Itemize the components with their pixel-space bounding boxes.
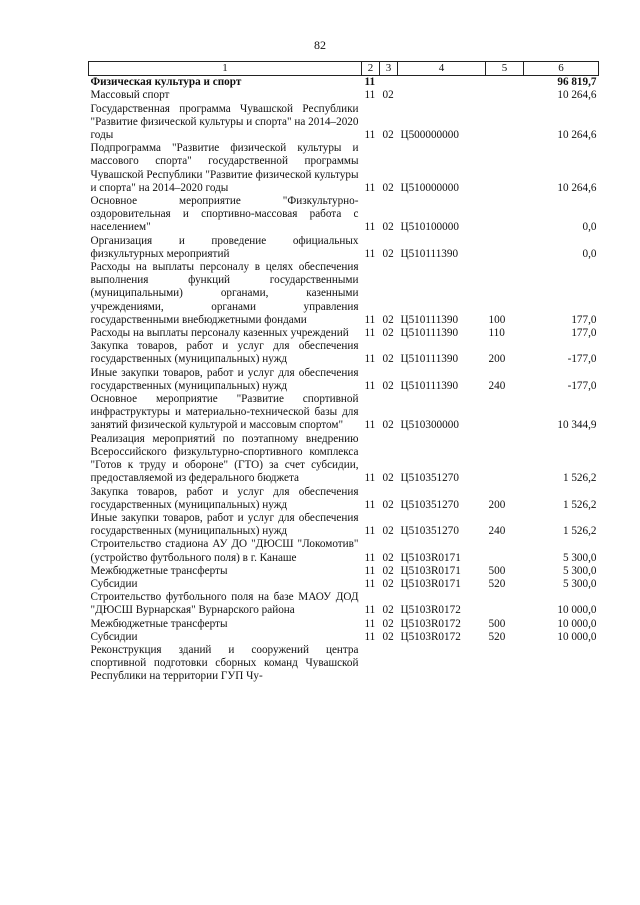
row-amount-cell: -177,0 (567, 379, 597, 392)
row-amount-cell: 0,0 (582, 247, 597, 260)
table-row (89, 565, 599, 578)
table-row (89, 367, 599, 393)
row-subsection-cell: 02 (382, 129, 394, 142)
row-amount-cell: 1 526,2 (562, 498, 597, 511)
row-expense-type-cell: 500 (488, 617, 506, 630)
column-header: 4 (398, 62, 486, 76)
row-expense-type-cell (486, 195, 524, 235)
row-target-article-cell: Ц510111390 (400, 353, 459, 366)
row-target-article-cell: Ц510100000 (400, 221, 459, 234)
row-target-article-cell (398, 89, 486, 102)
table-row (89, 142, 599, 195)
row-amount-cell: 5 300,0 (562, 564, 597, 577)
row-expense-type-cell (486, 89, 524, 102)
table-row (89, 433, 599, 486)
row-name-cell: Физическая культура и спорт (89, 76, 362, 90)
row-section-cell: 11 (364, 221, 376, 234)
row-name-cell: Строительство стадиона АУ ДО "ДЮСШ "Локомотив" (устройство футбольного поля) в г. Канаше (90, 538, 359, 564)
row-name-cell: Реконструкция зданий и сооружений центра спортивной подготовки сборных команд Чувашской Республики на территории ГУП Чу- (90, 643, 359, 683)
row-name-cell: Основное мероприятие "Развитие спортивной инфраструктуры и материально-технической базы для занятий физической культурой и массовым спортом" (90, 393, 359, 432)
table-row (89, 578, 599, 591)
table-row (89, 327, 599, 340)
table-row (89, 512, 599, 538)
table-row (89, 486, 599, 512)
column-header: 1 (89, 62, 362, 76)
row-expense-type-cell: 520 (488, 630, 506, 643)
row-amount-cell: 10 264,6 (557, 89, 597, 102)
row-amount-cell: 0,0 (582, 221, 597, 234)
row-subsection-cell: 02 (382, 181, 394, 194)
row-name-cell: Иные закупки товаров, работ и услуг для обеспечения государственных (муниципальных) нужд (90, 366, 359, 392)
row-subsection-cell: 02 (382, 472, 394, 485)
row-expense-type-cell: 200 (488, 353, 506, 366)
row-subsection-cell: 02 (382, 577, 394, 590)
row-name-cell: Строительство футбольного поля на базе МАОУ ДОД "ДЮСШ Вурнарская" Вурнарского района (90, 591, 359, 617)
table-body (89, 76, 599, 684)
row-amount-cell: 10 000,0 (557, 604, 597, 617)
table-row (89, 103, 599, 143)
row-subsection-cell: 02 (382, 221, 394, 234)
row-name-cell: Основное мероприятие "Физкультурно-оздоровительная и спортивно-массовая работа с населением" (90, 195, 359, 234)
row-amount-cell (524, 644, 599, 684)
row-section-cell: 11 (364, 472, 376, 485)
row-section-cell: 11 (364, 419, 376, 432)
row-name-cell: Субсидии (90, 630, 138, 643)
row-subsection-cell (380, 644, 398, 684)
row-name-cell: Расходы на выплаты персоналу казенных учреждений (90, 327, 349, 340)
column-header: 2 (362, 62, 380, 76)
budget-table (88, 61, 599, 684)
row-target-article-cell: Ц510111390 (400, 247, 459, 260)
row-target-article-cell: Ц5103R0172 (400, 604, 461, 617)
row-section-cell: 11 (364, 89, 376, 102)
row-section-cell: 11 (364, 313, 376, 326)
table-row (89, 538, 599, 564)
table-row (89, 195, 599, 235)
row-name-cell: Государственная программа Чувашской Республики "Развитие физической культуры и спорта" на 2014–2020 годы (90, 102, 359, 142)
row-subsection-cell: 02 (382, 525, 394, 538)
row-target-article-cell (398, 644, 486, 684)
row-amount-cell: 10 000,0 (557, 630, 597, 643)
row-subsection-cell: 02 (382, 353, 394, 366)
row-name-cell: Закупка товаров, работ и услуг для обеспечения государственных (муниципальных) нужд (90, 485, 359, 511)
row-amount-cell: 96 819,7 (524, 76, 599, 90)
table-row (89, 261, 599, 327)
row-subsection-cell: 02 (382, 551, 394, 564)
row-amount-cell: 10 344,9 (557, 419, 597, 432)
row-section-cell: 11 (364, 617, 376, 630)
row-target-article-cell: Ц510111390 (400, 379, 459, 392)
row-section-cell: 11 (364, 604, 376, 617)
row-expense-type-cell (486, 591, 524, 617)
row-target-article-cell: Ц510300000 (400, 419, 459, 432)
row-section-cell: 11 (364, 525, 376, 538)
table-row (89, 340, 599, 366)
row-expense-type-cell (486, 103, 524, 143)
row-amount-cell: 5 300,0 (562, 551, 597, 564)
row-subsection-cell: 02 (382, 630, 394, 643)
row-expense-type-cell: 240 (488, 525, 506, 538)
row-target-article-cell: Ц510111390 (400, 313, 459, 326)
row-target-article-cell: Ц5103R0172 (400, 630, 461, 643)
row-amount-cell: 1 526,2 (562, 525, 597, 538)
table-row (89, 631, 599, 644)
row-section-cell: 11 (364, 247, 376, 260)
row-name-cell: Организация и проведение официальных физкультурных мероприятий (90, 234, 359, 260)
row-amount-cell: 10 264,6 (557, 129, 597, 142)
row-expense-type-cell (486, 433, 524, 486)
row-expense-type-cell (486, 76, 524, 90)
row-target-article-cell: Ц5103R0172 (400, 617, 461, 630)
row-subsection-cell: 02 (382, 498, 394, 511)
row-section-cell: 11 (364, 379, 376, 392)
row-target-article-cell: Ц510111390 (400, 327, 459, 340)
row-section-cell: 11 (364, 564, 376, 577)
row-name-cell: Межбюджетные трансферты (90, 617, 228, 630)
row-expense-type-cell (486, 538, 524, 564)
row-subsection-cell: 02 (382, 89, 394, 102)
row-name-cell: Иные закупки товаров, работ и услуг для обеспечения государственных (муниципальных) нужд (90, 511, 359, 538)
row-subsection-cell: 02 (382, 327, 394, 340)
row-expense-type-cell (486, 644, 524, 684)
table-row (89, 393, 599, 433)
row-name-cell: Реализация мероприятий по поэтапному внедрению Всероссийского физкультурно-спортивного комплекса "Готов к труду и обороне" (ГТО) за счет субсидии, предоставляемой из федерального бюджета (90, 432, 359, 485)
column-header: 6 (524, 62, 599, 76)
row-subsection-cell: 02 (382, 313, 394, 326)
table-row (89, 235, 599, 261)
row-name-cell: Субсидии (90, 577, 138, 590)
row-expense-type-cell: 200 (488, 498, 506, 511)
row-target-article-cell: Ц500000000 (400, 129, 459, 142)
row-name-cell: Межбюджетные трансферты (90, 564, 228, 577)
row-section-cell: 11 (364, 630, 376, 643)
row-target-article-cell: Ц510351270 (400, 472, 459, 485)
row-target-article-cell (398, 76, 486, 90)
row-name-cell: Массовый спорт (90, 89, 170, 102)
row-target-article-cell: Ц5103R0171 (400, 577, 461, 590)
row-target-article-cell: Ц510351270 (400, 498, 459, 511)
row-amount-cell: -177,0 (567, 353, 597, 366)
row-target-article-cell: Ц5103R0171 (400, 564, 461, 577)
row-name-cell: Подпрограмма "Развитие физической культуры и массового спорта" государственной программы Чувашской Республики "Развитие физической культуры и спорта" на 2014–2020 годы (90, 142, 359, 194)
row-expense-type-cell: 520 (488, 577, 506, 590)
row-name-cell: Закупка товаров, работ и услуг для обеспечения государственных (муниципальных) нужд (90, 340, 359, 366)
row-subsection-cell: 02 (382, 379, 394, 392)
row-amount-cell: 10 264,6 (557, 181, 597, 194)
row-subsection-cell: 02 (382, 247, 394, 260)
row-subsection-cell: 02 (382, 419, 394, 432)
row-expense-type-cell (486, 235, 524, 261)
row-amount-cell: 177,0 (571, 313, 597, 326)
row-expense-type-cell: 240 (488, 379, 506, 392)
table-row (89, 618, 599, 631)
row-expense-type-cell (486, 142, 524, 195)
row-amount-cell: 5 300,0 (562, 577, 597, 590)
row-name-cell: Расходы на выплаты персоналу в целях обеспечения выполнения функций государственными (муниципальными) органами, казенными учреждениями, органами управления государственными внебюджетными фондами (90, 261, 359, 326)
column-header: 3 (380, 62, 398, 76)
row-section-cell: 11 (364, 129, 376, 142)
row-section-cell: 11 (362, 76, 380, 90)
row-target-article-cell: Ц5103R0171 (400, 551, 461, 564)
row-amount-cell: 1 526,2 (562, 472, 597, 485)
row-section-cell: 11 (364, 551, 376, 564)
row-subsection-cell: 02 (382, 604, 394, 617)
row-expense-type-cell: 500 (488, 564, 506, 577)
row-amount-cell: 177,0 (571, 327, 597, 340)
table-row (89, 644, 599, 684)
column-header: 5 (486, 62, 524, 76)
row-section-cell (362, 644, 380, 684)
table-row (89, 591, 599, 617)
row-expense-type-cell: 100 (488, 313, 506, 326)
row-expense-type-cell: 110 (488, 327, 505, 340)
row-subsection-cell: 02 (382, 617, 394, 630)
table-header-row (89, 62, 599, 76)
row-section-cell: 11 (364, 353, 376, 366)
row-expense-type-cell (486, 393, 524, 433)
row-target-article-cell: Ц510351270 (400, 525, 459, 538)
row-section-cell: 11 (364, 498, 376, 511)
page-number: 82 (314, 38, 326, 52)
row-subsection-cell (380, 76, 398, 90)
row-section-cell: 11 (364, 181, 376, 194)
row-section-cell: 11 (364, 327, 376, 340)
row-subsection-cell: 02 (382, 564, 394, 577)
row-amount-cell: 10 000,0 (557, 617, 597, 630)
table-row (89, 89, 599, 102)
row-section-cell: 11 (364, 577, 376, 590)
table-row (89, 76, 599, 90)
row-target-article-cell: Ц510000000 (400, 181, 459, 194)
